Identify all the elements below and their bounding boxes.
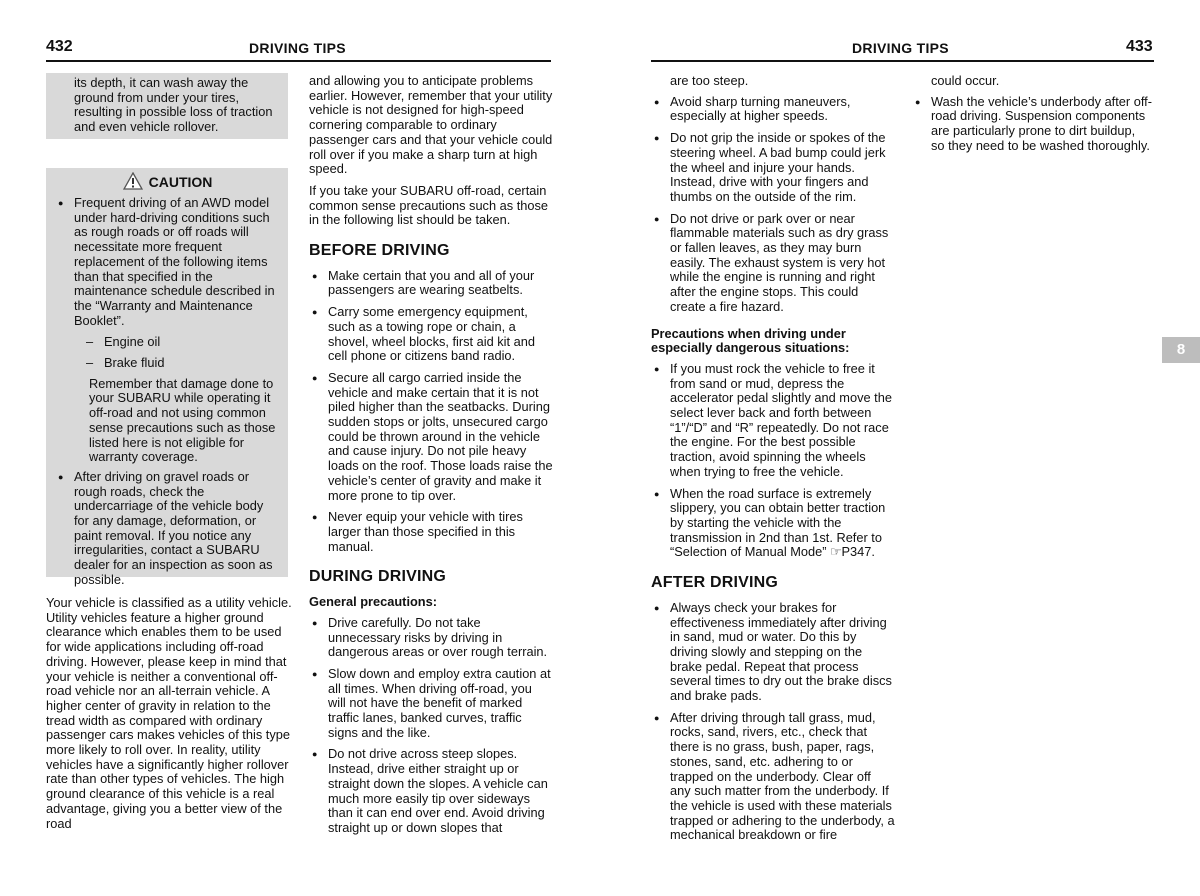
driving-item: ● Do not grip the inside or spokes of the steering wheel. A bad bump could jerk the wheel and injure your hands. Instead, drive with your fingers and thumbs on the outside of the rim. [651, 131, 895, 205]
col4-item: ● Wash the vehicle’s underbody after off-road driving. Suspension components are particularly prone to dirt buildup, so they need to be washed thoroughly. [912, 95, 1152, 154]
right-section-title: DRIVING TIPS [852, 40, 949, 56]
after-driving-item: ● Always check your brakes for effectiveness immediately after driving in sand, mud or water. Do this by driving slowly and stepping on the brake pedal. Repeat that process several times to dry out the brake discs and brake pads. [651, 601, 895, 704]
caution-sub-item-brake-fluid: – Brake fluid [55, 356, 280, 371]
chapter-tab: 8 [1162, 337, 1200, 363]
caution-header [55, 168, 280, 196]
left-page-number: 432 [46, 38, 73, 55]
warning-triangle-icon [123, 172, 143, 190]
before-driving-item: ● Make certain that you and all of your passengers are wearing seatbelts. [309, 269, 553, 298]
during-driving-item: ● Do not drive across steep slopes. Instead, drive either straight up or straight down the slopes. A vehicle can much more easily tip over sideways than it can end over end. Avoid driving straight up or down slopes that [309, 747, 553, 835]
dangerous-situations-heading: Precautions when driving under especially dangerous situations: [651, 325, 850, 356]
before-driving-heading: BEFORE DRIVING [309, 242, 450, 260]
right-page-number: 433 [1126, 38, 1153, 55]
before-driving-item: ● Secure all cargo carried inside the vehicle and make certain that it is not piled higher than the seatbacks. During sudden stops or jolts, unsecured cargo could be thrown around in the vehicle and cause injury. Do not pile heavy loads on the roof. Those loads raise the vehicle’s center of gravity and make it more prone to tip over. [309, 371, 553, 503]
driving-item: ● Do not drive or park over or near flammable materials such as dry grass or fallen leaves, as they may burn easily. The exhaust system is very hot while the engine is running and right after the engine stops. This could create a fire hazard. [651, 212, 895, 315]
warning-continued-text: its depth, it can wash away the ground from under your tires, resulting in possible loss of traction and even vehicle rollover. [74, 75, 273, 135]
left-header-rule [46, 60, 551, 62]
caution-bullet-2: ● After driving on gravel roads or rough roads, check the undercarriage of the vehicle body for any damage, deformation, or paint removal. If you notice any irregularities, contact a SUBARU dealer for an inspection as soon as possible. [55, 470, 280, 588]
driving-item: ● Avoid sharp turning maneuvers, especially at higher speeds. [651, 95, 895, 124]
warning-box-continued [46, 73, 288, 139]
left-column-2 [309, 74, 553, 843]
before-driving-item: ● Carry some emergency equipment, such as a towing rope or chain, a shovel, wheel blocks, first aid kit and cell phone or citizens band radio. [309, 305, 553, 364]
caution-note: Remember that damage done to your SUBARU while operating it off-road and not using common sense precautions such as those listed here is not eligible for warranty coverage. [89, 375, 276, 465]
caution-bullet-1: ● Frequent driving of an AWD model under hard-driving conditions such as rough roads or off roads will necessitate more frequent replacement of the following items than that specified in the maintenance schedule described in the “Warranty and Maintenance Booklet”. [55, 196, 280, 328]
caution-box [46, 168, 288, 587]
general-precautions-subheading: General precautions: [309, 594, 438, 610]
during-driving-item: ● Slow down and employ extra caution at all times. When driving off-road, you will not have the benefit of marked traffic lanes, banked curves, traffic signs and the like. [309, 667, 553, 741]
after-driving-item: ● After driving through tall grass, mud, rocks, sand, rivers, etc., check that there is no grass, bush, paper, rags, stones, sand, etc. adhering to or trapped on the underbody. Clear off any such matter from the underbody. If the vehicle is used with these materials trapped or adhering to the underbody, a mechanical breakdown or fire [651, 711, 895, 843]
dangerous-item: ● If you must rock the vehicle to free it from sand or mud, depress the accelerator pedal slightly and move the select lever back and forth between “1”/“D” and “R” repeatedly. Do not race the engine. For the best possible traction, avoid spinning the wheels when trying to free the vehicle. [651, 362, 895, 480]
right-header-rule [651, 60, 1154, 62]
col2-paragraph-1: and allowing you to anticipate problems earlier. However, remember that your utility vehicle is not designed for high-speed cornering comparable to ordinary passenger cars and that your vehicle could roll over if you make a sharp turn at high speed. [309, 73, 553, 177]
caution-title: CAUTION [148, 174, 213, 190]
right-column-4 [912, 74, 1152, 161]
during-driving-item: ● Drive carefully. Do not take unnecessary risks by driving in dangerous areas or over rough terrain. [309, 616, 553, 660]
col2-paragraph-2: If you take your SUBARU off-road, certain common sense precautions such as those in the following list should be taken. [309, 182, 549, 228]
intro-paragraph: Your vehicle is classified as a utility vehicle. Utility vehicles feature a higher ground clearance which enables them to be used for wide applications including off-road driving. However, please keep in mind that your vehicle is neither a conventional off-road vehicle nor an all-terrain vehicle. A higher center of gravity in relation to the tread width as compared with ordinary passenger cars makes vehicles of this type more likely to roll over. In reality, utility vehicles have a significantly higher rollover rate than other types of vehicles. The high ground clearance of this vehicle is a real advantage, giving you a better view of the road [46, 595, 292, 831]
continued-text: are too steep. [670, 73, 749, 88]
dangerous-item: ● When the road surface is extremely slippery, you can obtain better traction by starting the vehicle with the transmission in 2nd than 1st. Refer to “Selection of Manual Mode” ☞P347. [651, 487, 895, 561]
right-column-3 [651, 74, 895, 850]
col4-continued-text: could occur. [931, 73, 1000, 88]
before-driving-item: ● Never equip your vehicle with tires larger than those specified in this manual. [309, 510, 553, 554]
after-driving-heading: AFTER DRIVING [651, 574, 779, 592]
caution-sub-item-engine-oil: – Engine oil [55, 335, 280, 350]
left-section-title: DRIVING TIPS [249, 40, 346, 56]
during-driving-heading: DURING DRIVING [309, 568, 447, 586]
